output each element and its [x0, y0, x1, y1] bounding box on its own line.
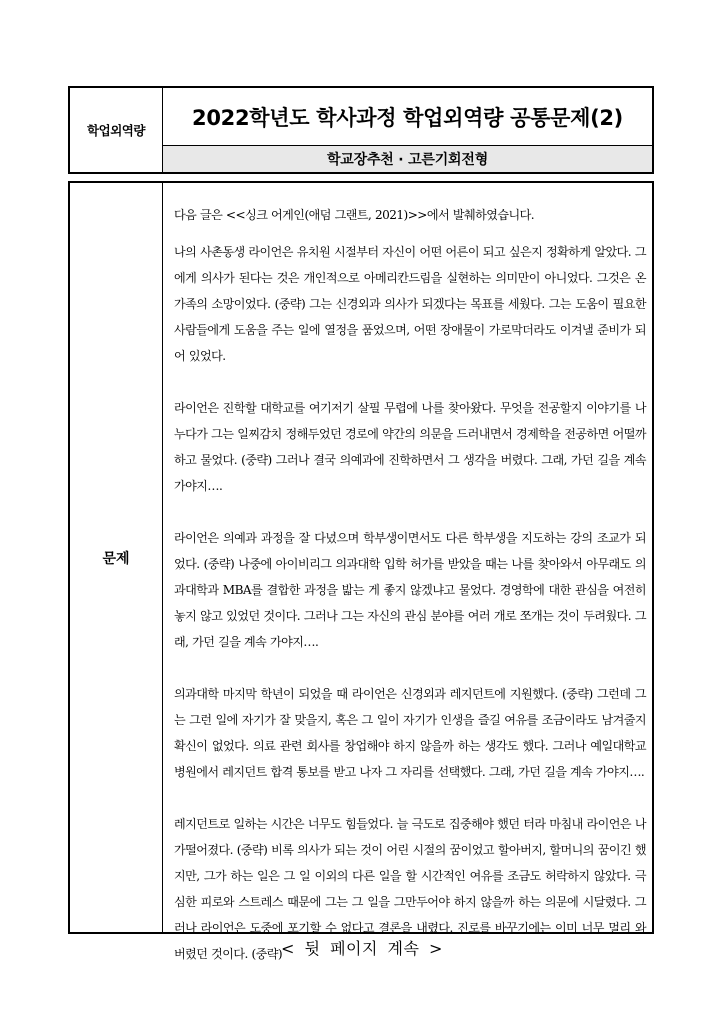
passage-paragraph-4: 의과대학 마지막 학년이 되었을 때 라이언은 신경외과 레지던트에 지원했다. (중략) 그런데 그는 그런 일에 자기가 잘 맞을지, 혹은 그 일이 자기가 인생을 즐길 여유를 조금이라도 남겨줄지 확신이 없었다. 의료 관련 회사를 창업해야 하지 않을까 하는 생각도 했다. 그러나 예일대학교 병원에서 레지던트 합격 통보를 받고 나자 그 자리를 선택했다. 그래, 가던 길을 계속 가야지…. — [174, 687, 646, 779]
problem-label: 문제 — [70, 183, 163, 932]
header-table — [68, 86, 654, 174]
category-label: 학업외역량 — [70, 88, 163, 172]
passage-paragraph-5: 레지던트로 일하는 시간은 너무도 힘들었다. 늘 극도로 집중해야 했던 터라 마침내 라이언은 나가떨어졌다. (중략) 비록 의사가 되는 것이 어린 시절의 꿈이었고 할아버지, 할머니의 꿈이긴 했지만, 그가 하는 일은 그 일 이외의 다른 일을 할 시간적인 여유를 조금도 허락하지 않았다. 극심한 피로와 스트레스 때문에 그는 그 일을 그만두어야 하지 않을까 하는 의문에 시달렸다. 그러나 라이언은 도중에 포기할 수 없다고 결론을 내렸다. 진로를 바꾸기에는 이미 너무 멀리 와버렸던 것이다. (중략) — [174, 817, 646, 961]
page-title: 2022학년도 학사과정 학업외역량 공통문제(2) — [192, 105, 623, 130]
problem-passage — [174, 202, 646, 967]
passage-paragraph-3: 라이언은 의예과 과정을 잘 다녔으며 학부생이면서도 다른 학부생을 지도하는 강의 조교가 되었다. (중략) 나중에 아이비리그 의과대학 입학 허가를 받았을 때는 나를 찾아와서 아무래도 의과대학과 MBA를 결합한 과정을 밟는 게 좋지 않겠냐고 물었다. 경영학에 대한 관심을 여전히 놓지 않고 있었던 것이다. 그러나 그는 자신의 관심 분야를 여러 개로 쪼개는 것이 두려웠다. 그래, 가던 길을 계속 가야지…. — [174, 531, 646, 649]
passage-intro: 다음 글은 <<싱크 어게인(애덤 그랜트, 2021)>>에서 발췌하였습니다. — [174, 208, 535, 222]
continue-note: < 뒷 페이지 계속 > — [281, 939, 443, 958]
passage-paragraph-2: 라이언은 진학할 대학교를 여기저기 살필 무렵에 나를 찾아왔다. 무엇을 전공할지 이야기를 나누다가 그는 일찌감치 정해두었던 경로에 약간의 의문을 드러내면서 경제학을 전공하면 어떨까 하고 물었다. (중략) 그러나 결국 의예과에 진학하면서 그 생각을 버렸다. 그래, 가던 길을 계속 가야지…. — [174, 401, 646, 493]
passage-paragraph-1: 나의 사촌동생 라이언은 유치원 시절부터 자신이 어떤 어른이 되고 싶은지 정확하게 알았다. 그에게 의사가 된다는 것은 개인적으로 아메리칸드림을 실현하는 의미만이 아니었다. 그것은 온 가족의 소망이었다. (중략) 그는 신경외과 의사가 되겠다는 목표를 세웠다. 그는 도움이 필요한 사람들에게 도움을 주는 일에 열정을 품었으며, 어떤 장애물이 가로막더라도 이겨낼 준비가 되어 있었다. — [174, 245, 646, 363]
admission-type-subtitle: 학교장추천 · 고른기회전형 — [163, 145, 652, 172]
